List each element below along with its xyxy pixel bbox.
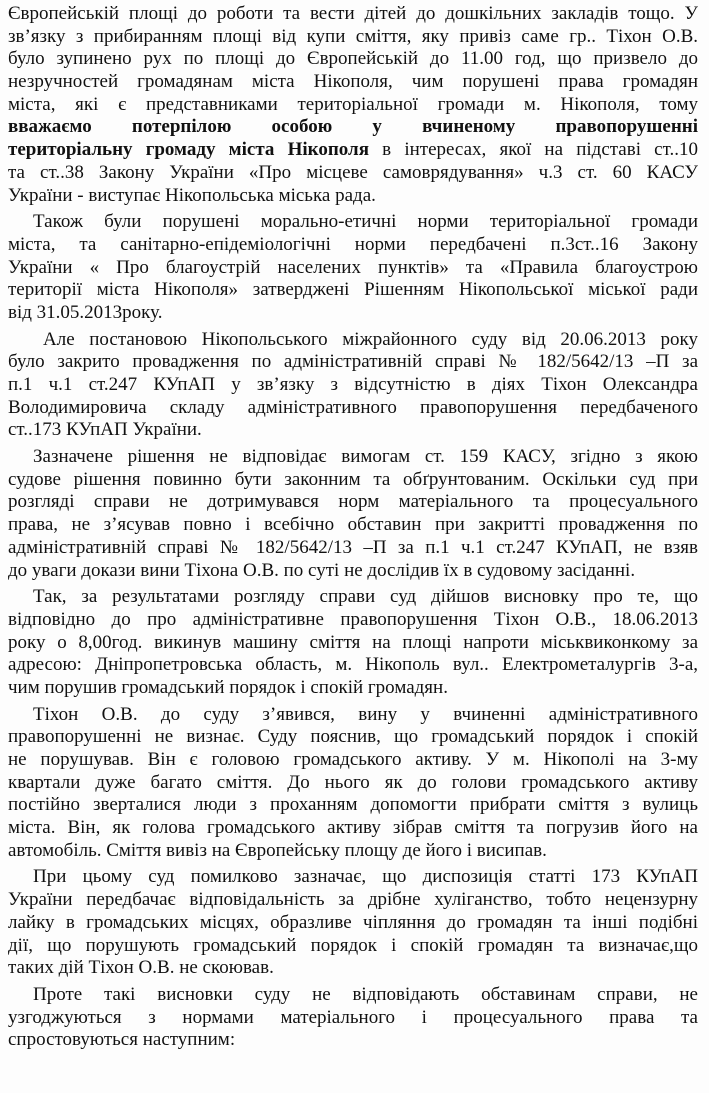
text-run: судове рішення повинно бути законним та обґрунтованим. Оскільки суд при [8, 468, 698, 490]
text-run: в інтересах, якої на підставі ст..10 [368, 139, 698, 161]
text-run: України - виступає Нікопольська міська рада. [8, 184, 376, 206]
text-run: Тіхон О.В. до суду з’явився, вину у вчиненні адміністративного [33, 703, 698, 725]
text-line [8, 912, 698, 935]
text-run: автомобіль. Сміття вивіз на Європейську площу де його і висипав. [8, 839, 547, 861]
text-run: не порушував. Він є головою громадського активу. У м. Нікополі на 3-му [8, 749, 698, 770]
text-run: правопорушенні не визнає. Суду пояснив, що громадський порядок і спокій [8, 726, 698, 748]
text-run: міста, та санітарно-епідеміологічні норми передбачені п.3ст..16 Закону [8, 233, 698, 255]
text-run: Також були порушені морально-етичні норми територіальної громади [33, 211, 698, 233]
text-line [8, 866, 698, 889]
text-run: було закрито провадження по адміністративній справі № 182/5642/13 –П за [8, 351, 698, 373]
text-line [8, 984, 698, 1007]
text-line [8, 957, 698, 980]
text-run: ст..173 КУпАП України. [8, 419, 202, 441]
text-run: узгоджуються з нормами матеріального і процесуального права та [8, 1006, 698, 1028]
text-line [8, 514, 698, 537]
text-line [8, 302, 698, 325]
text-line [8, 491, 698, 514]
text-run: та ст..38 Закону України «Про місцеве самоврядування» ч.3 ст. 60 КАСУ [8, 161, 698, 183]
text-line [8, 257, 698, 280]
text-line [8, 840, 698, 863]
text-line [8, 116, 698, 139]
paragraph [8, 866, 698, 979]
text-line [8, 469, 698, 492]
text-line [8, 726, 698, 749]
text-line [8, 1029, 698, 1052]
text-line [8, 374, 698, 397]
text-line [8, 279, 698, 302]
text-run: лайку в громадських місцях, образливе чіпляння до громадян та інші подібні [8, 911, 698, 933]
text-run: адресою: Дніпропетровська область, м. Нікополь вул.. Електрометалургів 3-а, [8, 654, 698, 676]
text-run: При цьому суд помилково зазначає, що диспозиція статті 173 КУпАП [33, 866, 698, 888]
text-line [8, 935, 698, 958]
text-line [8, 772, 698, 795]
text-run: України передбачає відповідальність за дрібне хуліганство, тобто нецензурну [8, 889, 698, 911]
text-run: зв’язку з прибиранням площі від купи сміття, яку привіз саме гр.. Тіхон О.В. [8, 25, 698, 47]
text-line [8, 537, 698, 560]
text-line [8, 632, 698, 655]
text-run: права, не з’ясував повно і всебічно обставин при закритті провадження по [8, 514, 698, 536]
text-line [8, 704, 698, 727]
text-run: незручностей громадянам міста Нікополя, чим порушені права громадян [8, 71, 698, 93]
text-run: таких дій Тіхон О.В. не скоював. [8, 957, 274, 979]
text-line [8, 560, 698, 583]
text-run: чим порушив громадський порядок і спокій громадян. [8, 676, 448, 698]
text-run: території міста Нікополя» затверджені Рішенням Нікопольської міської ради [8, 279, 698, 301]
text-line [8, 71, 698, 94]
text-run: Європейській площі до роботи та вести дітей до дошкільних закладів тощо. У [8, 3, 698, 24]
text-line [8, 48, 698, 71]
text-run: Проте такі висновки суду не відповідають обставинам справи, не [33, 983, 698, 1005]
text-line [8, 586, 698, 609]
paragraph [8, 984, 698, 1052]
text-run: України « Про благоустрій населених пунктів» та «Правила благоустрою [8, 256, 698, 278]
text-line [8, 1007, 698, 1030]
text-line [8, 26, 698, 49]
text-run: адміністративній справі № 182/5642/13 –П за п.1 ч.1 ст.247 КУпАП, не взяв [8, 536, 698, 558]
text-line [8, 817, 698, 840]
text-run: від 31.05.2013року. [8, 301, 163, 323]
text-run: спростовуються наступним: [8, 1029, 236, 1051]
paragraph [8, 211, 698, 324]
text-line [8, 749, 698, 772]
text-line [8, 419, 698, 442]
text-run: дії, що порушують громадський порядок і спокій громадян та визначає,що [8, 934, 698, 956]
paragraph [8, 446, 698, 582]
text-line [8, 446, 698, 469]
text-run: Так, за результатами розгляду справи суд дійшов висновку про те, що [33, 586, 698, 608]
text-run: розгляді справи не дотримувався норм матеріального та процесуального [8, 491, 698, 513]
text-run: відповідно до про адміністративне правопорушення Тіхон О.В., 18.06.2013 [8, 608, 698, 630]
bold-text-run: територіальну громаду міста Нікополя [8, 139, 369, 161]
text-line [8, 94, 698, 117]
text-run: року о 8,00год. викинув машину сміття на площі напроти міськвиконкому за [8, 631, 698, 653]
text-line [8, 889, 698, 912]
paragraph [8, 329, 698, 442]
text-line [8, 329, 698, 352]
text-run: п.1 ч.1 ст.247 КУпАП у зв’язку з відсутністю в діях Тіхон Олександра [8, 374, 698, 395]
text-run: міста, які є представниками територіальної громади м. Нікополя, тому [8, 93, 698, 115]
paragraph [8, 3, 698, 207]
text-line [8, 794, 698, 817]
text-line [8, 3, 698, 26]
text-line [8, 234, 698, 257]
text-line [8, 397, 698, 420]
text-line [8, 139, 698, 162]
text-line [8, 351, 698, 374]
text-line [8, 211, 698, 234]
paragraph [8, 586, 698, 699]
text-run: міста. Він, як голова громадського активу зібрав сміття та погрузив його на [8, 817, 698, 839]
text-line [8, 609, 698, 632]
text-run: до уваги докази вини Тіхона О.В. по суті не дослідив їх в судовому засіданні. [8, 559, 636, 581]
bold-text-run: вважаємо потерпілою особою у вчиненому правопорушенні [8, 116, 698, 138]
text-line [8, 677, 698, 700]
text-run: квартали дуже багато сміття. До нього як до голови громадського активу [8, 771, 698, 793]
text-run: Але постановою Нікопольського міжрайонного суду від 20.06.2013 року [43, 328, 698, 350]
text-run: постійно зверталися люди з проханням допомогти прибрати сміття з вулиць [8, 794, 698, 816]
paragraph [8, 704, 698, 863]
document-body [8, 3, 698, 1056]
text-run: було зупинено рух по площі до Європейській до 11.00 год, що призвело до [8, 48, 698, 70]
text-line [8, 654, 698, 677]
text-run: Зазначене рішення не відповідає вимогам ст. 159 КАСУ, згідно з якою [33, 446, 698, 468]
text-line [8, 185, 698, 208]
text-line [8, 162, 698, 185]
text-run: Володимировича складу адміністративного правопорушення передбаченого [8, 396, 698, 418]
